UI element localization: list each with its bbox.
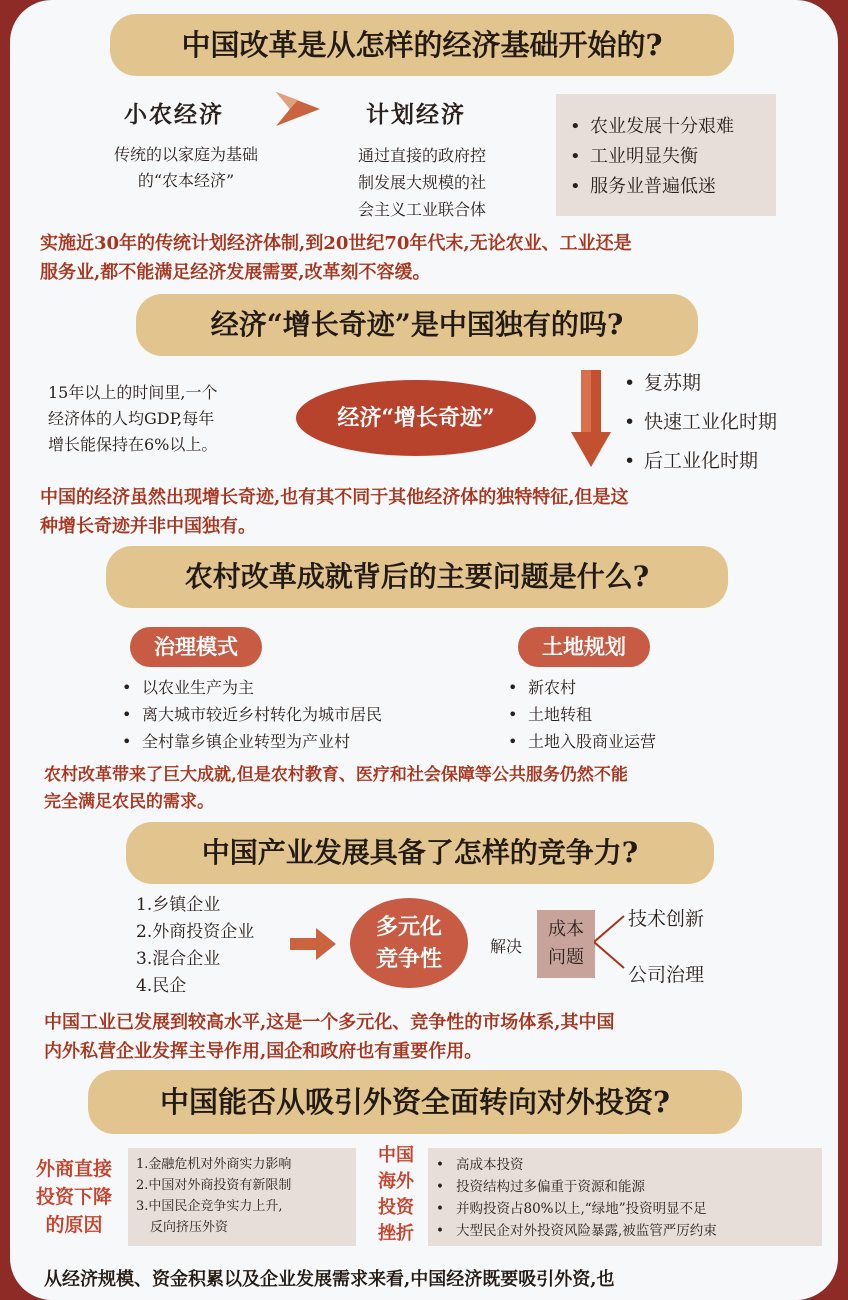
desc-line: 通过直接的政府控 — [357, 146, 486, 165]
problems-box — [556, 94, 776, 216]
setback-item: • 投资结构过多偏重于资源和能源 — [434, 1176, 717, 1198]
governance-item: • 以农业生产为主 — [120, 674, 382, 701]
arrow-right-icon — [290, 928, 336, 960]
desc-line: 会主义工业联合体 — [357, 200, 486, 219]
desc-line: 的“农本经济” — [137, 171, 235, 190]
summary-line: 服务业,都不能满足经济发展需要,改革刻不容缓。 — [40, 262, 431, 283]
desc-line: 15年以上的时间里,一个 — [48, 383, 218, 402]
fdi-decline-label — [24, 1155, 124, 1239]
desc-line: 传统的以家庭为基础 — [113, 145, 258, 164]
setback-item: • 大型民企对外投资风险暴露,被监管严厉约束 — [434, 1220, 717, 1242]
desc-line: 制发展大规模的社 — [357, 173, 486, 192]
section3-title: 农村改革成就背后的主要问题是什么? — [106, 546, 728, 608]
right-heading-planned-economy: 计划经济 — [366, 101, 466, 128]
left-heading-small-farm-economy: 小农经济 — [124, 101, 224, 128]
land-planning-list — [506, 674, 656, 755]
label-line: 海外 — [378, 1171, 414, 1192]
enterprise-item: 1.乡镇企业 — [136, 895, 221, 915]
summary-line: 实施近30年的传统计划经济体制,到20世纪70年代末,无论农业、工业还是 — [40, 233, 632, 254]
cost-problem-box — [537, 910, 595, 978]
governance-item: • 离大城市较近乡村转化为城市居民 — [120, 701, 382, 728]
enterprise-item: 2.外商投资企业 — [136, 922, 255, 942]
cost-line: 问题 — [548, 947, 584, 968]
left-description — [88, 142, 284, 194]
problem-item: • 服务业普遍低迷 — [568, 172, 734, 202]
section2-summary — [40, 483, 629, 541]
reason-item: 3.中国民企竞争实力上升, — [136, 1199, 283, 1214]
summary-line: 完全满足农民的需求。 — [44, 792, 214, 812]
enterprise-types-list — [136, 892, 254, 1000]
desc-line: 经济体的人均GDP,每年 — [48, 409, 215, 428]
section2-title: 经济“增长奇迹”是中国独有的吗? — [136, 294, 698, 356]
arrow-down-icon — [570, 370, 612, 468]
problem-item: • 工业明显失衡 — [568, 142, 734, 172]
branch-lines-icon — [594, 910, 628, 972]
reason-item: 反向挤压外资 — [150, 1220, 229, 1235]
label-line: 挫折 — [378, 1223, 414, 1244]
overseas-setback-label — [370, 1143, 422, 1247]
label-line: 的原因 — [45, 1214, 103, 1236]
problem-item: • 农业发展十分艰难 — [568, 112, 734, 142]
diversified-competitive-circle — [350, 898, 468, 988]
stage-item: • 快速工业化时期 — [622, 403, 777, 442]
circle-line: 竞争性 — [375, 946, 442, 972]
governance-list — [120, 674, 382, 755]
land-planning-pill: 土地规划 — [518, 627, 650, 667]
section4-title: 中国产业发展具备了怎样的竞争力? — [126, 822, 714, 884]
reason-item: 2.中国对外商投资有新限制 — [136, 1178, 292, 1193]
growth-definition — [48, 380, 217, 458]
summary-line: 种增长奇迹并非中国独有。 — [40, 516, 256, 537]
section5-title: 中国能否从吸引外资全面转向对外投资? — [88, 1070, 742, 1134]
label-line: 投资 — [378, 1197, 414, 1218]
corporate-governance-label: 公司治理 — [628, 964, 705, 986]
stage-item: • 后工业化时期 — [622, 442, 777, 481]
summary-line: 农村改革带来了巨大成就,但是农村教育、医疗和社会保障等公共服务仍然不能 — [44, 765, 628, 785]
label-line: 外商直接 — [35, 1158, 112, 1180]
setback-item: • 并购投资占80%以上,“绿地”投资明显不足 — [434, 1198, 717, 1220]
growth-stages-list — [622, 364, 777, 481]
enterprise-item: 3.混合企业 — [136, 949, 221, 969]
circle-line: 多元化 — [375, 914, 442, 940]
governance-mode-pill: 治理模式 — [130, 627, 262, 667]
enterprise-item: 4.民企 — [136, 976, 187, 996]
cost-line: 成本 — [548, 919, 584, 940]
right-description — [334, 142, 510, 223]
stage-item: • 复苏期 — [622, 364, 777, 403]
summary-line: 内外私营企业发挥主导作用,国企和政府也有重要作用。 — [44, 1041, 483, 1062]
section1-summary — [40, 229, 632, 287]
label-line: 投资下降 — [35, 1186, 112, 1208]
summary-line: 中国工业已发展到较高水平,这是一个多元化、竞争性的市场体系,其中国 — [44, 1012, 615, 1033]
land-item: • 新农村 — [506, 674, 656, 701]
section3-summary — [44, 762, 628, 816]
solve-label: 解决 — [490, 937, 523, 956]
desc-line: 增长能保持在6%以上。 — [48, 435, 218, 454]
summary-line: 中国的经济虽然出现增长奇迹,也有其不同于其他经济体的独特特征,但是这 — [40, 487, 629, 508]
land-item: • 土地转租 — [506, 701, 656, 728]
overseas-setback-box — [428, 1148, 822, 1246]
growth-miracle-oval: 经济“增长奇迹” — [296, 380, 536, 456]
fdi-reasons-box — [128, 1148, 356, 1246]
reason-item: 1.金融危机对外商实力影响 — [136, 1157, 292, 1172]
governance-item: • 全村靠乡镇企业转型为产业村 — [120, 728, 382, 755]
section5-summary-partial: 从经济规模、资金积累以及企业发展需求来看,中国经济既要吸引外资,也 — [44, 1269, 615, 1290]
section4-summary — [44, 1008, 615, 1066]
setback-item: • 高成本投资 — [434, 1154, 717, 1176]
tech-innovation-label: 技术创新 — [628, 908, 705, 930]
label-line: 中国 — [378, 1145, 414, 1166]
arrow-right-icon — [276, 90, 322, 128]
land-item: • 土地入股商业运营 — [506, 728, 656, 755]
section1-title: 中国改革是从怎样的经济基础开始的? — [110, 14, 734, 76]
